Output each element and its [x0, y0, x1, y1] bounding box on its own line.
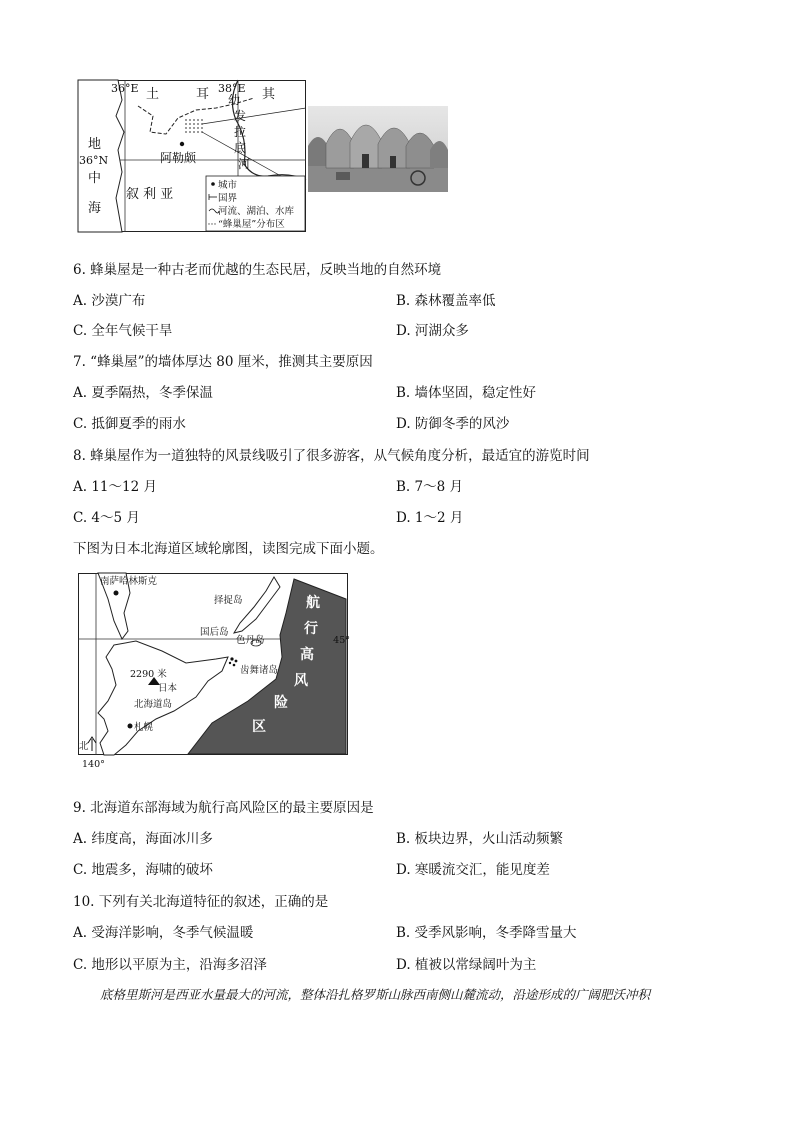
zone-char-6: 区: [252, 719, 266, 735]
tigris-passage-line: 底格里斯河是西亚水量最大的河流，整体沿扎格罗斯山脉西南侧山麓流动，沿途形成的广阔肥沃冲积: [100, 987, 651, 1002]
aleppo-label: 阿勒颇: [160, 151, 197, 165]
question-6: 6. 蜂巢屋是一种古老而优越的生态民居，反映当地的自然环境: [73, 262, 442, 278]
country-er: 耳: [196, 87, 210, 102]
zone-char-2: 行: [304, 621, 318, 637]
etorofu-label: 择捉岛: [214, 595, 243, 606]
q6-option-b[interactable]: B. 森林覆盖率低: [396, 293, 496, 309]
legend-border: 国界: [218, 193, 238, 204]
sapporo-label: 札幌: [134, 722, 154, 733]
habomai-label: 齿舞诸岛: [240, 665, 279, 676]
river-char-4: 底: [234, 141, 247, 155]
syria-label: 叙 利 亚: [126, 187, 174, 202]
north-label: 北: [79, 741, 89, 752]
river-char-3: 拉: [234, 125, 247, 139]
sea-char-2: 中: [88, 171, 102, 186]
q8-option-c[interactable]: C. 4～5 月: [73, 510, 140, 526]
q6-option-d[interactable]: D. 河湖众多: [396, 323, 469, 339]
river-char-1: 幼: [228, 93, 241, 107]
lon-140-label: 140°: [82, 759, 105, 770]
zone-char-3: 高: [300, 647, 314, 663]
q6-option-a[interactable]: A. 沙漠广布: [73, 293, 146, 309]
q8-option-d[interactable]: D. 1～2 月: [396, 510, 464, 526]
lat-45-label: 45°: [333, 635, 350, 646]
q9-option-b[interactable]: B. 板块边界，火山活动频繁: [396, 831, 564, 847]
sea-char-1: 地: [88, 137, 102, 152]
legend-water: 河流、湖泊、水库: [218, 206, 295, 217]
kunashiri-label: 国后岛: [200, 627, 229, 638]
q10-option-c[interactable]: C. 地形以平原为主，沿海多沼泽: [73, 957, 267, 973]
zone-char-4: 风: [294, 673, 308, 689]
river-char-5: 河: [238, 157, 251, 171]
q7-option-b[interactable]: B. 墙体坚固，稳定性好: [396, 385, 537, 401]
q6-option-c[interactable]: C. 全年气候干旱: [73, 323, 173, 339]
zone-char-1: 航: [306, 595, 320, 611]
country-tu: 土: [146, 87, 160, 102]
zone-char-5: 险: [274, 695, 288, 711]
q7-option-d[interactable]: D. 防御冬季的风沙: [396, 416, 510, 432]
question-9: 9. 北海道东部海域为航行高风险区的最主要原因是: [73, 800, 374, 816]
q10-option-b[interactable]: B. 受季风影响，冬季降雪量大: [396, 925, 577, 941]
country-qi: 其: [262, 87, 276, 102]
hokkaido-label: 北海道岛: [134, 699, 173, 710]
legend-city: 城市: [218, 180, 238, 191]
q10-option-d[interactable]: D. 植被以常绿阔叶为主: [396, 957, 537, 973]
q10-option-a[interactable]: A. 受海洋影响，冬季气候温暖: [73, 925, 254, 941]
syria-turkey-map: [78, 80, 306, 232]
japan-label: 日本: [158, 683, 178, 694]
lon-36e-label: 36°E: [111, 82, 139, 95]
shikotan-label: 色丹岛: [236, 635, 265, 646]
lat-36n-label: 36°N: [79, 154, 109, 167]
peak-height-label: 2290 米: [130, 669, 167, 680]
q9-option-d[interactable]: D. 寒暖流交汇，能见度差: [396, 862, 550, 878]
legend-beehive: “蜂巢屋”分布区: [218, 219, 285, 230]
yuzhno-sakhalinsk-label: 南萨哈林斯克: [100, 576, 158, 587]
q9-option-c[interactable]: C. 地震多，海啸的破坏: [73, 862, 213, 878]
q8-option-b[interactable]: B. 7～8 月: [396, 479, 463, 495]
question-10: 10. 下列有关北海道特征的叙述，正确的是: [73, 894, 329, 910]
river-char-2: 发: [234, 109, 247, 123]
aleppo-city-dot: [180, 142, 184, 146]
q9-option-a[interactable]: A. 纬度高，海面冰川多: [73, 831, 213, 847]
question-8: 8. 蜂巢屋作为一道独特的风景线吸引了很多游客，从气候角度分析，最适宜的游览时间: [73, 448, 590, 464]
map2-intro: 下图为日本北海道区域轮廓图，读图完成下面小题。: [73, 541, 384, 557]
lon-38e-label: 38°E: [218, 82, 246, 95]
q7-option-a[interactable]: A. 夏季隔热，冬季保温: [73, 385, 213, 401]
beehive-house-photo: [308, 106, 448, 192]
hokkaido-map: [78, 573, 348, 768]
q7-option-c[interactable]: C. 抵御夏季的雨水: [73, 416, 186, 432]
q8-option-a[interactable]: A. 11～12 月: [73, 479, 157, 495]
sea-char-3: 海: [88, 201, 102, 216]
question-7: 7. “蜂巢屋”的墙体厚达 80 厘米，推测其主要原因: [73, 354, 373, 370]
